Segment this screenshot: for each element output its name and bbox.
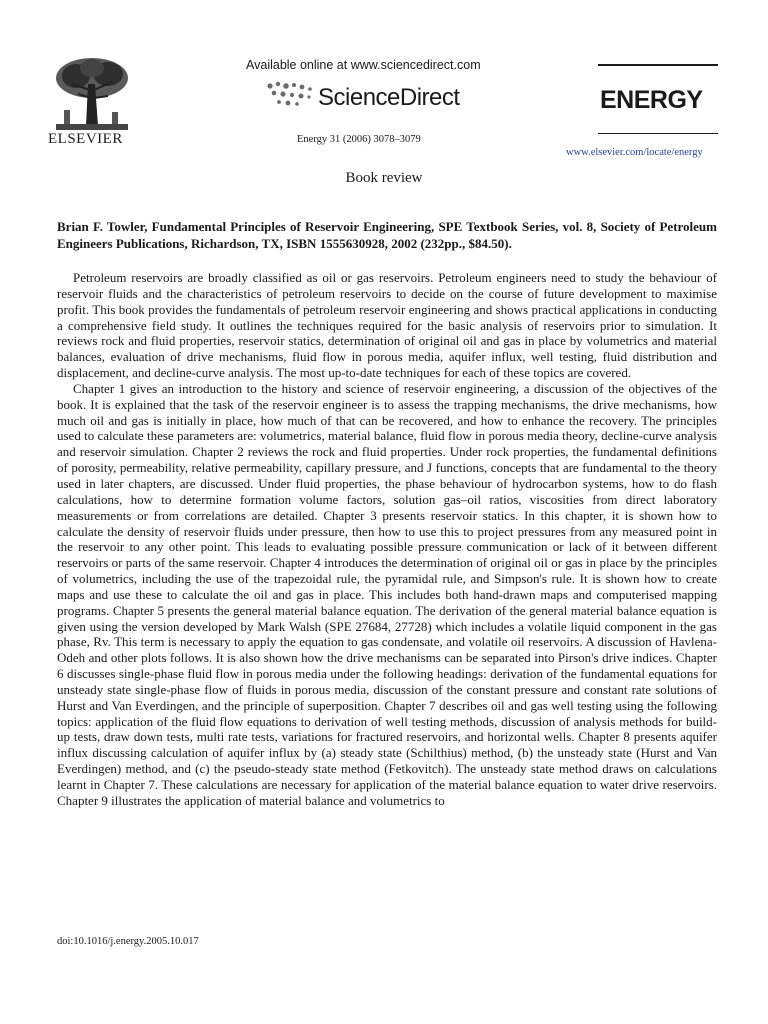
- paragraph: Petroleum reservoirs are broadly classified as oil or gas reservoirs. Petroleum engineers need to study the behaviour of reservoir fluids and the characteristics of petroleum reservoirs to decide on the course of future development to maximise profit. This book provides the fundamentals of petroleum reservoir engineering and shows practical applications in conducting a comprehensive field study. It outlines the techniques required for the basic analysis of reservoirs prior to simulation. It reviews rock and fluid properties, reservoir statics, determination of original oil and gas in place by volumetrics and material balances, evaluation of drive mechanisms, fluid flow in porous media, aquifer influx, well testing, fluid distribution and displacement, and decline-curve analysis. The most up-to-date techniques for each of these topics are covered.: [57, 270, 717, 381]
- doi: doi:10.1016/j.energy.2005.10.017: [57, 936, 199, 947]
- review-body: [57, 270, 717, 809]
- paragraph: Chapter 1 gives an introduction to the history and science of reservoir engineering, a discussion of the objectives of the book. It is explained that the task of the reservoir engineer is to assess the trapping mechanisms, the drive mechanisms, how much oil and gas is initially in place, how much of that can be recovered, and how to enhance the recovery. The principles used to calculate these parameters are: volumetrics, material balance, fluid flow in porous media theory, decline-curve analysis and reservoir simulation. Chapter 2 reviews the rock and fluid properties. Under rock properties, the fundamental definitions of porosity, permeability, relative permeability, capillary pressure, and J functions, concepts that are fundamental to the theory used in later chapters, are discussed. Under fluid properties, the phase behaviour of hydrocarbon systems, how to do flash calculations, how to determine formation volume factors, solution gas–oil ratios, viscosities from direct laboratory measurements or from correlations are detailed. Chapter 3 presents reservoir statics. In this chapter, it is shown how to calculate the density of reservoir fluids under pressure, then how to use this to project pressures from any measured point in the reservoir to any other point. This leads to evaluating possible pressure communication or lack of it between different reservoirs or parts of the same reservoir. Chapter 4 introduces the determination of original oil or gas in place by the principles of volumetrics, including the use of the trapezoidal rule, the pyramidal rule, and Simpson's rule. It is shown how to create maps and use these to calculate the oil and gas in place. This includes both hand-drawn maps and computerised mapping programs. Chapter 5 presents the general material balance equation. The derivation of the general material balance equation is given using the version developed by Mark Walsh (SPE 27684, 27728) which includes a volatile liquid component in the gas phase, Rv. This term is necessary to apply the equation to gas condensate, and volatile oil reservoirs. A discussion of Havlena-Odeh and other plots follows. It is also shown how the drive mechanisms can be separated into Pirson's drive indices. Chapter 6 discusses single-phase fluid flow in porous media under the following headings: derivation of the fundamental equations for unsteady state single-phase flow of fluids in porous media, discussion of the constant pressure and constant rate solutions of Hurst and Van Everdingen, and the principle of superposition. Chapter 7 describes oil and gas well testing using the following topics: application of the fluid flow equations to derivation of well testing methods, discussion of analysis methods for build-up tests, draw down tests, multi rate tests, variations for fractured reservoirs, and horizontal wells. Chapter 8 presents aquifer influx discussing calculation of aquifer influx by (a) steady state (Schilthius) method, (b) the unsteady state (Hurst and Van Everdingen) method, and (c) the pseudo-steady state method (Fetkovitch). The unsteady state method draws on calculations learnt in Chapter 7. These calculations are necessary for application of the material balance equation to water drive reservoirs. Chapter 9 illustrates the application of material balance and volumetrics to: [57, 380, 717, 808]
- sciencedirect-dots-icon: [264, 80, 316, 108]
- book-reference: Brian F. Towler, Fundamental Principles of Reservoir Engineering, SPE Textbook Series, vol. 8, Society of Petroleum Engineers Publications, Richardson, TX, ISBN 1555630928, 2002 (232pp., $84.50).: [57, 219, 717, 251]
- journal-name: ENERGY: [600, 86, 703, 114]
- elsevier-tree-logo: [50, 54, 134, 134]
- available-online-text: Available online at www.sciencedirect.com: [246, 58, 481, 72]
- section-title: Book review: [345, 170, 423, 186]
- journal-citation: Energy 31 (2006) 3078–3079: [297, 134, 421, 145]
- sciencedirect-wordmark: ScienceDirect: [318, 84, 460, 111]
- journal-rule-bottom: [598, 133, 718, 134]
- journal-rule-top: [598, 64, 718, 66]
- journal-url-link[interactable]: www.elsevier.com/locate/energy: [566, 147, 703, 158]
- publisher-name: ELSEVIER: [48, 131, 123, 147]
